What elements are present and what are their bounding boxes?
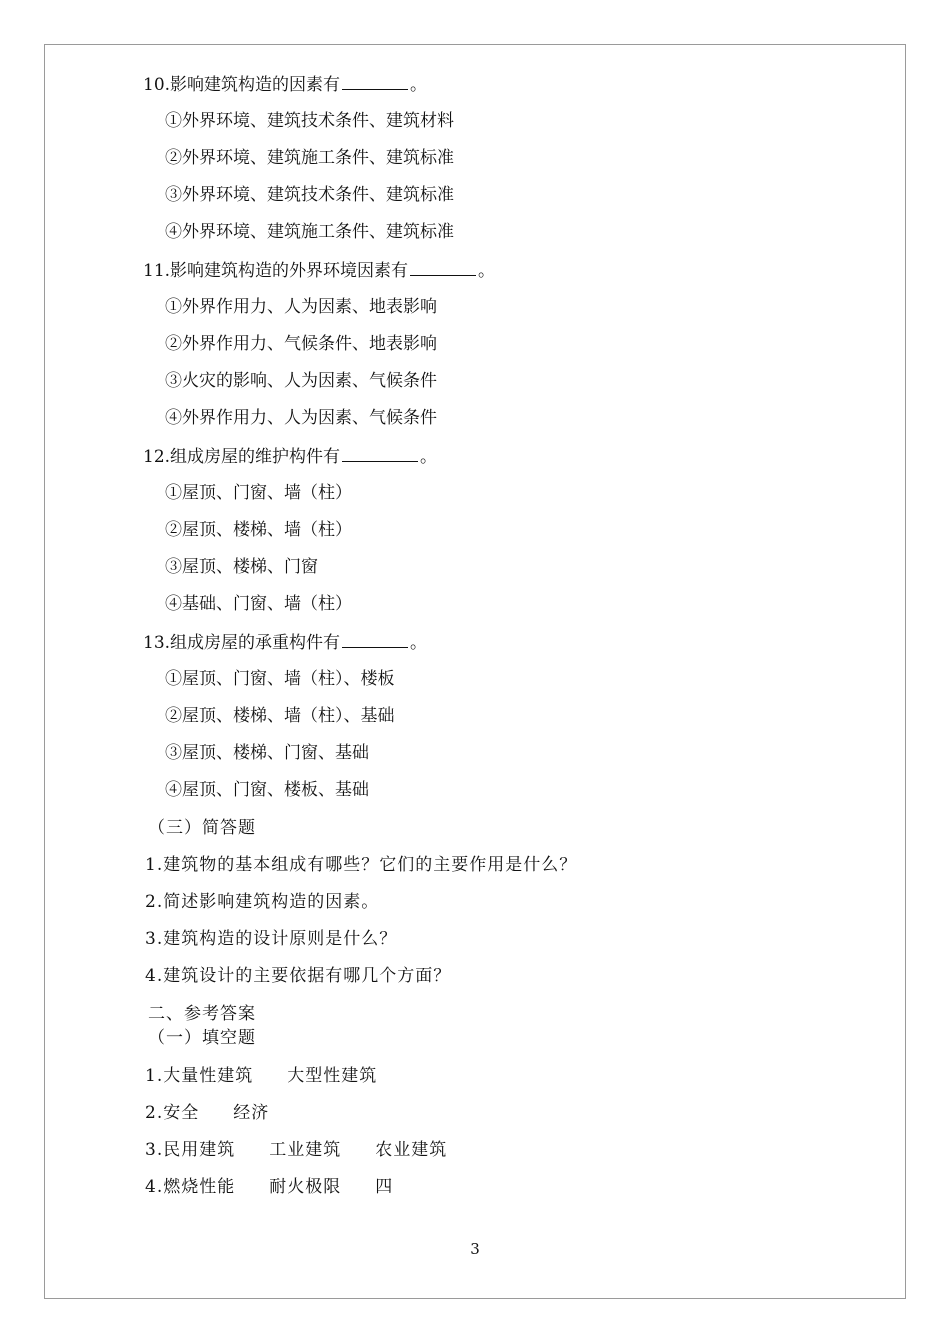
option: ④屋顶、门窗、楼板、基础 bbox=[165, 780, 369, 800]
question-11: 11.影响建筑构造的外界环境因素有 。 bbox=[143, 261, 496, 281]
option: ④外界作用力、人为因素、气候条件 bbox=[165, 408, 437, 428]
section-heading-fill-blank: （一）填空题 bbox=[148, 1028, 256, 1048]
option: ①屋顶、门窗、墙（柱）、楼板 bbox=[165, 669, 395, 689]
option: ①外界作用力、人为因素、地表影响 bbox=[165, 297, 437, 317]
section-heading-answers: 二、参考答案 bbox=[148, 1004, 256, 1024]
short-answer-question: 2.简述影响建筑构造的因素。 bbox=[145, 892, 380, 912]
short-answer-question: 1.建筑物的基本组成有哪些？它们的主要作用是什么？ bbox=[145, 855, 578, 875]
option: ③火灾的影响、人为因素、气候条件 bbox=[165, 371, 437, 391]
answer-blank bbox=[342, 73, 408, 90]
option: ③屋顶、楼梯、门窗、基础 bbox=[165, 743, 369, 763]
option: ④外界环境、建筑施工条件、建筑标准 bbox=[165, 222, 454, 242]
option: ③外界环境、建筑技术条件、建筑标准 bbox=[165, 185, 454, 205]
answer-blank bbox=[342, 445, 418, 462]
option: ①屋顶、门窗、墙（柱） bbox=[165, 483, 352, 503]
section-heading-short-answer: （三）简答题 bbox=[148, 818, 256, 838]
option: ②外界环境、建筑施工条件、建筑标准 bbox=[165, 148, 454, 168]
short-answer-question: 4.建筑设计的主要依据有哪几个方面？ bbox=[145, 966, 452, 986]
fill-answer-row: 2.安全 经济 bbox=[145, 1103, 270, 1123]
short-answer-question: 3.建筑构造的设计原则是什么？ bbox=[145, 929, 398, 949]
option: ②屋顶、楼梯、墙（柱）、基础 bbox=[165, 706, 395, 726]
question-12: 12.组成房屋的维护构件有 。 bbox=[143, 447, 438, 467]
fill-answer-row: 3.民用建筑 工业建筑 农业建筑 bbox=[145, 1140, 448, 1160]
answer-blank bbox=[342, 631, 408, 648]
question-10: 10.影响建筑构造的因素有 。 bbox=[143, 75, 428, 95]
fill-answer-row: 1.大量性建筑 大型性建筑 bbox=[145, 1066, 378, 1086]
page-number: 3 bbox=[470, 1240, 480, 1258]
option: ③屋顶、楼梯、门窗 bbox=[165, 557, 318, 577]
answer-blank bbox=[410, 259, 476, 276]
option: ①外界环境、建筑技术条件、建筑材料 bbox=[165, 111, 454, 131]
option: ④基础、门窗、墙（柱） bbox=[165, 594, 352, 614]
question-13: 13.组成房屋的承重构件有 。 bbox=[143, 633, 428, 653]
option: ②外界作用力、气候条件、地表影响 bbox=[165, 334, 437, 354]
option: ②屋顶、楼梯、墙（柱） bbox=[165, 520, 352, 540]
fill-answer-row: 4.燃烧性能 耐火极限 四 bbox=[145, 1177, 394, 1197]
